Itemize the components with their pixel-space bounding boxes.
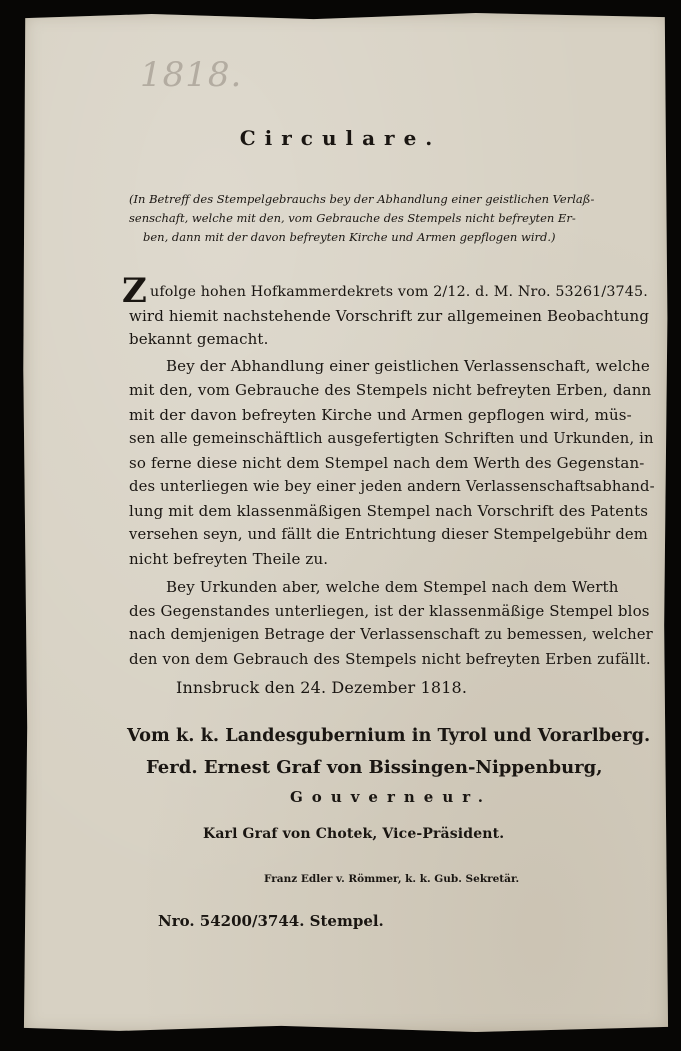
place-and-date: Innsbruck den 24. Dezember 1818. [176, 678, 468, 697]
intro-line: bekannt gemacht. [129, 330, 269, 348]
intro-line: wird hiemit nachstehende Vorschrift zur allgemeinen Beobachtung [129, 307, 650, 325]
paragraph-line: des Gegenstandes unterliegen, ist der klassenmäßige Stempel blos [129, 602, 650, 620]
drop-cap-initial: Z [122, 271, 147, 311]
subtitle-line: (In Betreff des Stempelgebrauchs bey der Abhandlung einer geistlichen Verlaß- [129, 192, 595, 206]
paragraph-line: Bey der Abhandlung einer geistlichen Verlassenschaft, welche [166, 357, 650, 375]
paragraph-line: mit der davon befreyten Kirche und Armen gepflogen wird, müs- [129, 406, 632, 424]
vice-president: Karl Graf von Chotek, Vice-Präsident. [203, 826, 505, 842]
governor-title: Gouverneur. [290, 788, 492, 806]
subtitle-line: ben, dann mit der davon befreyten Kirche und Armen gepflogen wird.) [143, 230, 556, 244]
paragraph-line: mit den, vom Gebrauche des Stempels nicht befreyten Erben, dann [129, 381, 652, 399]
paragraph-line: nicht befreyten Theile zu. [129, 550, 329, 568]
governor-name: Ferd. Ernest Graf von Bissingen-Nippenburg, [146, 757, 603, 778]
subtitle-line: senschaft, welche mit den, vom Gebrauche des Stempels nicht befreyten Er- [129, 211, 576, 225]
pencil-year-note: 1818. [140, 55, 243, 95]
paragraph-line: lung mit dem klassenmäßigen Stempel nach Vorschrift des Patents [129, 502, 649, 520]
paragraph-line: so ferne diese nicht dem Stempel nach dem Werth des Gegenstan- [129, 454, 645, 472]
stamp-reference: Nro. 54200/3744. Stempel. [158, 912, 384, 930]
secretary-signature: Franz Edler v. Römmer, k. k. Gub. Sekretär. [264, 873, 520, 885]
paragraph-line: des unterliegen wie bey einer jeden andern Verlassenschaftsabhand- [129, 478, 655, 495]
issuing-authority: Vom k. k. Landesgubernium in Tyrol und Vorarlberg. [127, 725, 651, 746]
document-title: Circulare. [239, 126, 442, 150]
paragraph-line: den von dem Gebrauch des Stempels nicht befreyten Erben zufällt. [129, 650, 651, 668]
intro-line: ufolge hohen Hofkammerdekrets vom 2/12. d. M. Nro. 53261/3745. [150, 284, 648, 300]
paragraph-line: Bey Urkunden aber, welche dem Stempel nach dem Werth [166, 578, 619, 596]
paragraph-line: versehen seyn, und fällt die Entrichtung dieser Stempelgebühr dem [129, 526, 648, 543]
paragraph-line: sen alle gemeinschäftlich ausgefertigten Schriften und Urkunden, in [129, 430, 654, 447]
paragraph-line: nach demjenigen Betrage der Verlassenschaft zu bemessen, welcher [129, 626, 653, 643]
